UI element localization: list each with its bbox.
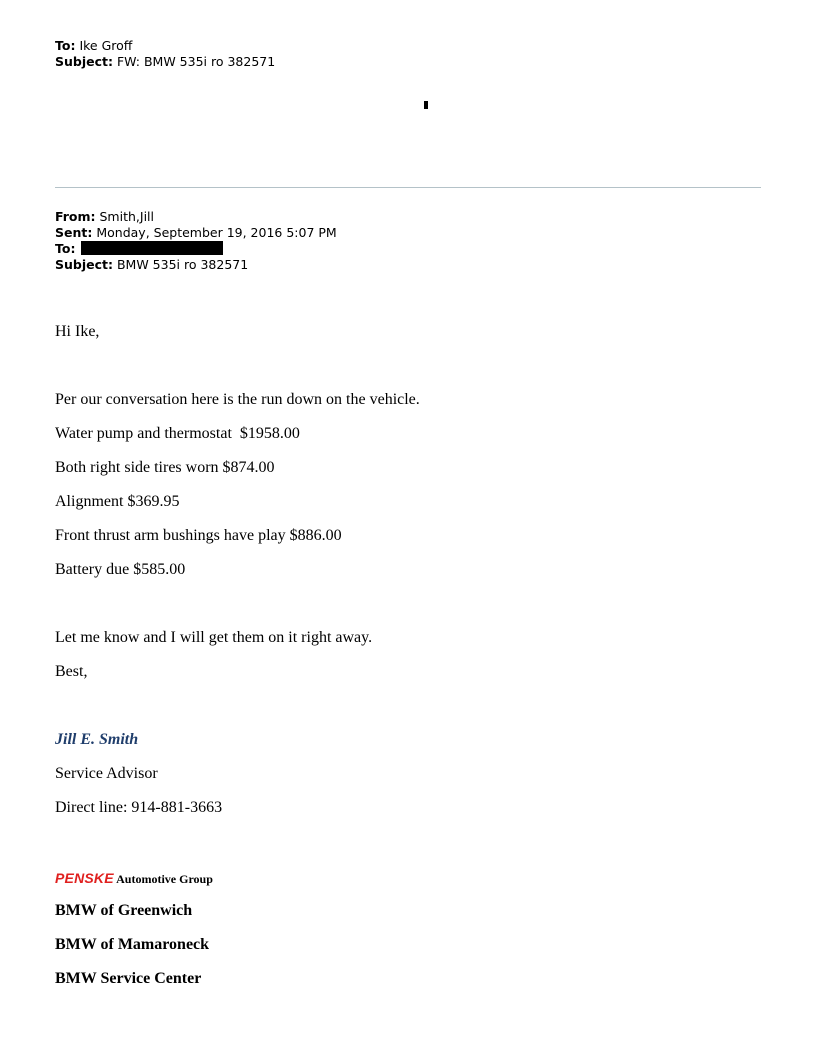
from-value: Smith,Jill	[99, 209, 154, 224]
sent-line	[55, 225, 337, 241]
dealer-name: BMW Service Center	[55, 970, 202, 987]
dealer-name: BMW of Greenwich	[55, 902, 193, 919]
penske-logo: PENSKE	[55, 870, 114, 886]
from-line	[55, 209, 337, 225]
forward-subject-line	[55, 54, 275, 70]
forward-to-label: To:	[55, 38, 76, 53]
penske-group-text: Automotive Group	[116, 872, 213, 886]
signature-name: Jill E. Smith	[55, 731, 139, 748]
greeting: Hi Ike,	[55, 323, 100, 340]
sent-label: Sent:	[55, 225, 93, 240]
signature-title: Service Advisor	[55, 765, 158, 782]
to-line	[55, 241, 337, 257]
text-cursor-mark	[424, 101, 428, 109]
header-divider	[55, 187, 761, 188]
list-item: Water pump and thermostat $1958.00	[55, 425, 300, 442]
dealer-name: BMW of Mamaroneck	[55, 936, 210, 953]
forward-header	[55, 38, 275, 70]
subject-label: Subject:	[55, 257, 113, 272]
redaction-box	[81, 241, 223, 255]
forward-to-value: Ike Groff	[79, 38, 133, 53]
signoff: Best,	[55, 663, 88, 680]
forward-subject-value: FW: BMW 535i ro 382571	[116, 54, 276, 69]
subject-line	[55, 257, 337, 273]
sent-value: Monday, September 19, 2016 5:07 PM	[96, 225, 337, 240]
penske-group-line	[55, 868, 213, 889]
closing-line: Let me know and I will get them on it right away.	[55, 629, 373, 646]
list-item: Front thrust arm bushings have play $886.00	[55, 527, 342, 544]
signature-phone: Direct line: 914-881-3663	[55, 799, 223, 816]
list-item: Both right side tires worn $874.00	[55, 459, 275, 476]
intro-line: Per our conversation here is the run down on the vehicle.	[55, 391, 420, 408]
original-header	[55, 209, 337, 273]
forward-to-line	[55, 38, 275, 54]
to-label: To:	[55, 241, 76, 256]
list-item: Battery due $585.00	[55, 561, 186, 578]
subject-value: BMW 535i ro 382571	[116, 257, 249, 272]
list-item: Alignment $369.95	[55, 493, 180, 510]
forward-subject-label: Subject:	[55, 54, 113, 69]
from-label: From:	[55, 209, 96, 224]
